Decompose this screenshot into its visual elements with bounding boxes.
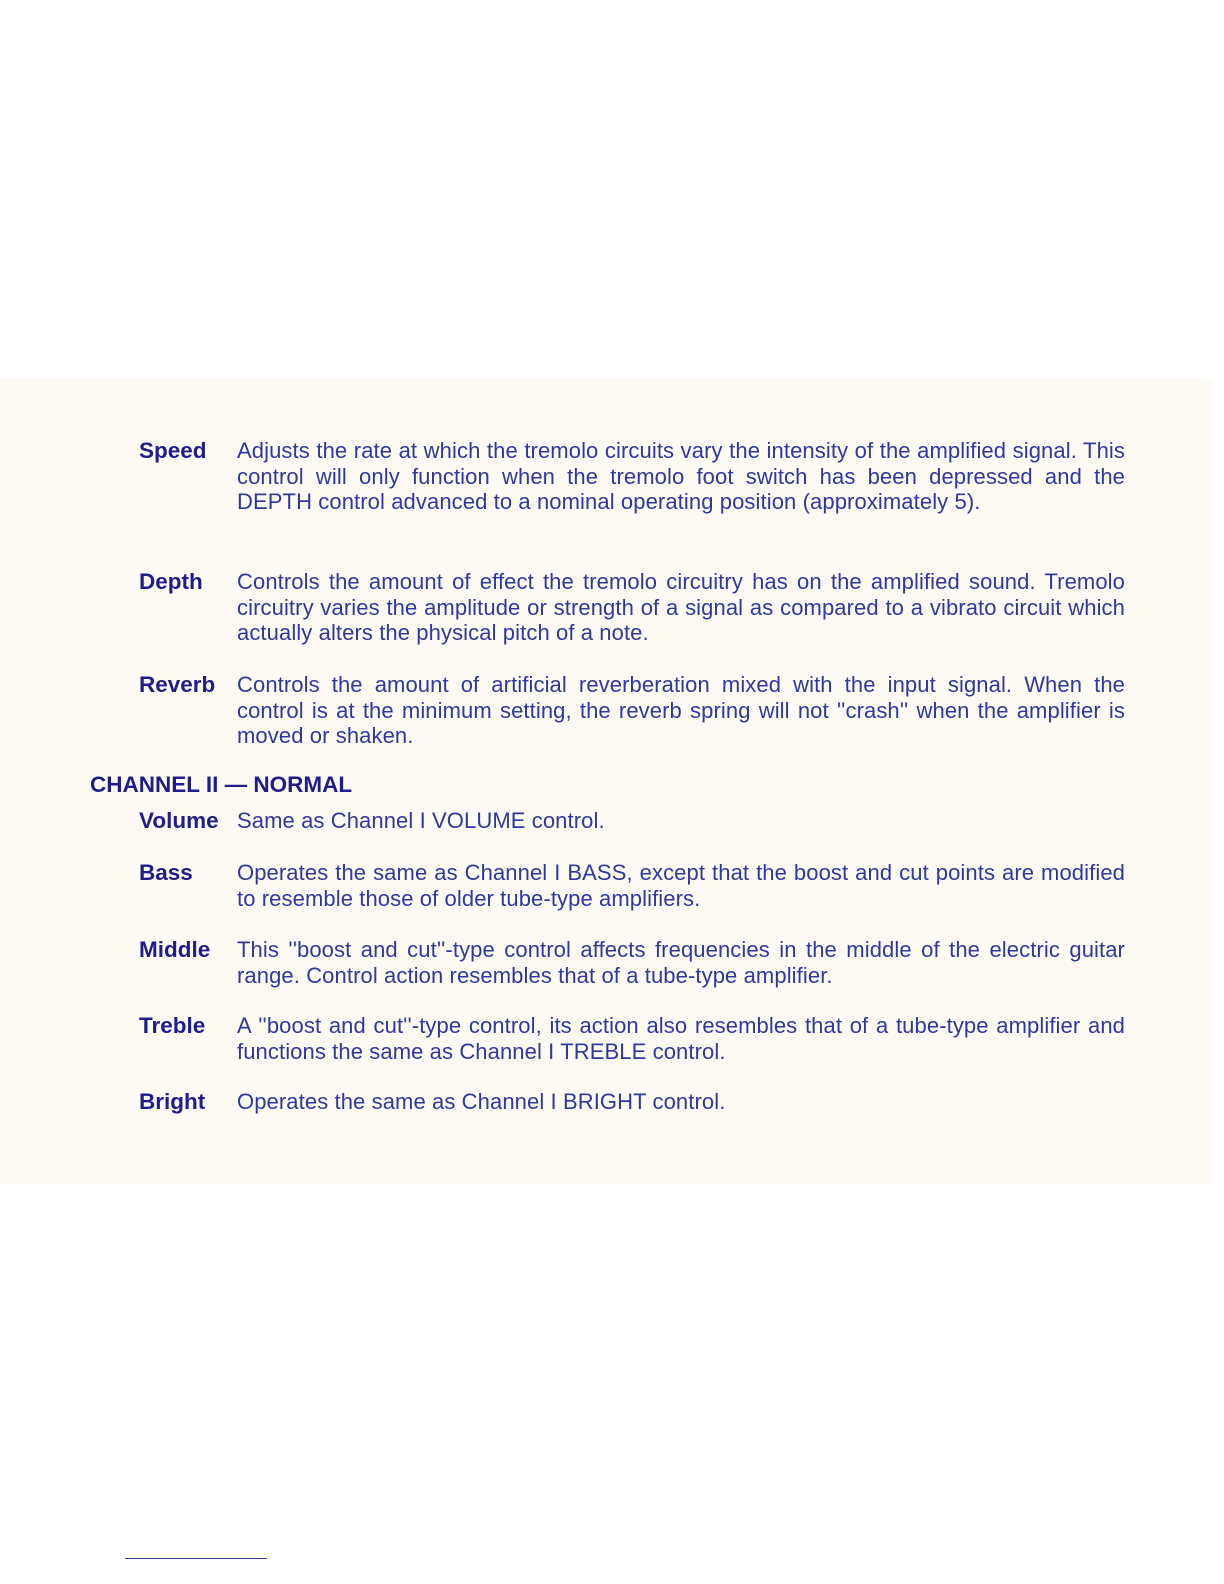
control-entry-bass <box>139 860 1125 911</box>
section-heading-channel-ii: CHANNEL II — NORMAL <box>90 772 353 797</box>
control-term: Treble <box>139 1013 206 1038</box>
control-term: Middle <box>139 937 211 962</box>
control-description: Same as Channel I VOLUME control. <box>237 808 605 833</box>
control-entry-speed <box>139 438 1125 515</box>
control-entry-middle <box>139 937 1125 988</box>
control-entry-bright <box>139 1089 1125 1115</box>
control-term: Bright <box>139 1089 206 1114</box>
control-term: Depth <box>139 569 203 594</box>
control-term: Volume <box>139 808 219 833</box>
control-term: Bass <box>139 860 193 885</box>
control-entry-reverb <box>139 672 1125 749</box>
footer-rule <box>125 1558 267 1559</box>
control-description: Operates the same as Channel I BRIGHT control. <box>237 1089 726 1114</box>
control-description: Controls the amount of effect the tremolo circuitry has on the amplified sound. Tremolo circuitry varies the amplitude or strength of a signal as compared to a vibrato circuit which actually alters the physical pitch of a note. <box>237 569 1125 645</box>
control-entry-treble <box>139 1013 1125 1064</box>
control-term: Speed <box>139 438 207 463</box>
control-description: Operates the same as Channel I BASS, except that the boost and cut points are modified to resemble those of older tube-type amplifiers. <box>237 860 1125 911</box>
control-description: Controls the amount of artificial reverberation mixed with the input signal. When the control is at the minimum setting, the reverb spring will not ''crash'' when the amplifier is moved or shaken. <box>237 672 1125 748</box>
control-entry-volume <box>139 808 1125 834</box>
control-term: Reverb <box>139 672 216 697</box>
control-entry-depth <box>139 569 1125 646</box>
control-description: This ''boost and cut''-type control affects frequencies in the middle of the electric guitar range. Control action resembles that of a tube-type amplifier. <box>237 937 1125 988</box>
control-description: A ''boost and cut''-type control, its action also resembles that of a tube-type amplifier and functions the same as Channel I TREBLE control. <box>237 1013 1125 1064</box>
control-description: Adjusts the rate at which the tremolo circuits vary the intensity of the amplified signal. This control will only function when the tremolo foot switch has been depressed and the DEPTH control advanced to a nominal operating position (approximately 5). <box>237 438 1125 514</box>
